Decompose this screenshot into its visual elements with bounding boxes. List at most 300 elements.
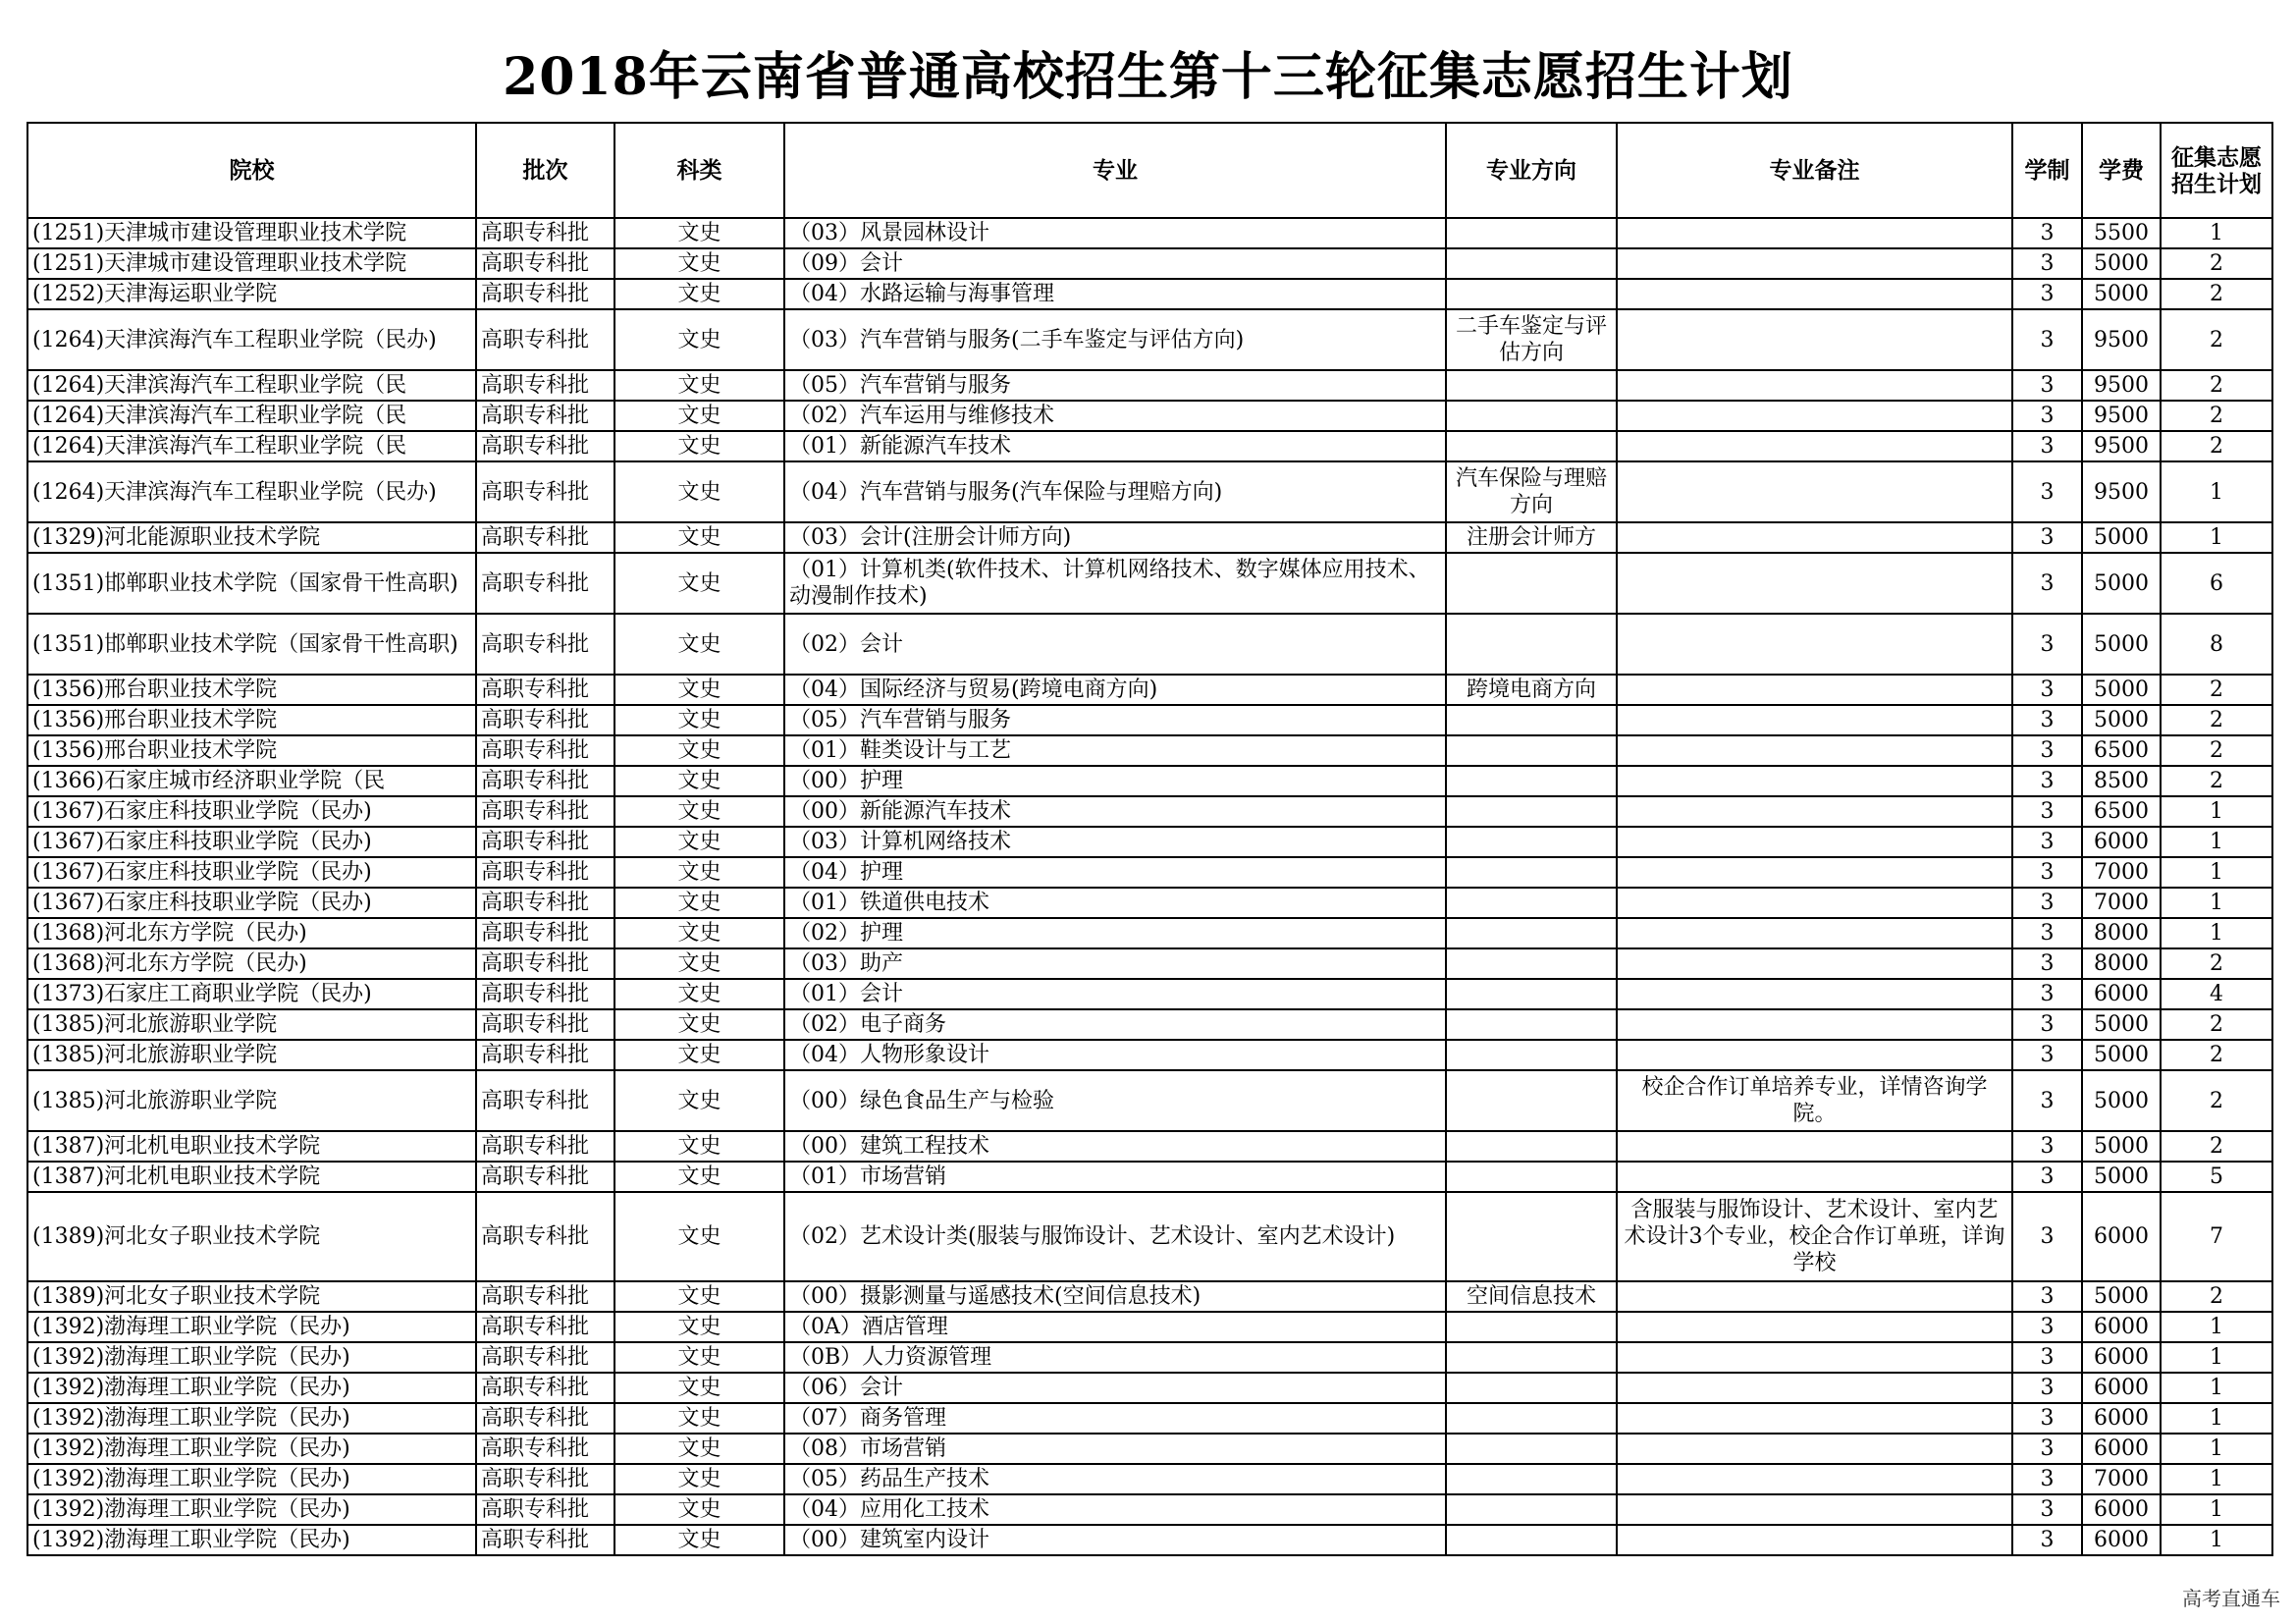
cell-category: 文史 [614, 857, 784, 888]
cell-category: 文史 [614, 1434, 784, 1464]
cell-category: 文史 [614, 1281, 784, 1312]
table-row [27, 1403, 2272, 1434]
cell-major: （04）护理 [784, 857, 1446, 888]
cell-major: （0B）人力资源管理 [784, 1342, 1446, 1373]
cell-years: 3 [2012, 827, 2082, 857]
cell-years: 3 [2012, 248, 2082, 279]
cell-school: (1351)邯郸职业技术学院（国家骨干性高职) [27, 553, 476, 614]
cell-batch: 高职专科批 [476, 1373, 614, 1403]
cell-direction [1446, 796, 1617, 827]
cell-major: （09）会计 [784, 248, 1446, 279]
cell-major: （00）绿色食品生产与检验 [784, 1070, 1446, 1131]
table-row [27, 1192, 2272, 1281]
cell-category: 文史 [614, 218, 784, 248]
cell-school: (1366)石家庄城市经济职业学院（民 [27, 766, 476, 796]
cell-batch: 高职专科批 [476, 309, 614, 370]
cell-note [1617, 948, 2012, 979]
cell-direction [1446, 1040, 1617, 1070]
cell-note [1617, 766, 2012, 796]
cell-fee: 6000 [2082, 827, 2161, 857]
cell-school: (1367)石家庄科技职业学院（民办) [27, 796, 476, 827]
cell-major: （02）护理 [784, 918, 1446, 948]
cell-plan: 2 [2161, 1009, 2272, 1040]
cell-major: （03）计算机网络技术 [784, 827, 1446, 857]
cell-note [1617, 553, 2012, 614]
cell-category: 文史 [614, 522, 784, 553]
cell-note [1617, 735, 2012, 766]
cell-category: 文史 [614, 553, 784, 614]
cell-major: （07）商务管理 [784, 1403, 1446, 1434]
cell-note [1617, 1162, 2012, 1192]
cell-plan: 1 [2161, 796, 2272, 827]
table-row [27, 431, 2272, 461]
table-row [27, 857, 2272, 888]
cell-note [1617, 1312, 2012, 1342]
cell-fee: 7000 [2082, 888, 2161, 918]
cell-major: （04）人物形象设计 [784, 1040, 1446, 1070]
cell-years: 3 [2012, 1464, 2082, 1494]
cell-batch: 高职专科批 [476, 461, 614, 522]
cell-note [1617, 1040, 2012, 1070]
cell-school: (1392)渤海理工职业学院（民办) [27, 1403, 476, 1434]
cell-plan: 2 [2161, 1070, 2272, 1131]
cell-direction [1446, 705, 1617, 735]
cell-note [1617, 1434, 2012, 1464]
cell-batch: 高职专科批 [476, 1070, 614, 1131]
cell-plan: 2 [2161, 948, 2272, 979]
cell-major: （04）水路运输与海事管理 [784, 279, 1446, 309]
cell-direction [1446, 735, 1617, 766]
cell-fee: 5000 [2082, 248, 2161, 279]
cell-plan: 2 [2161, 1131, 2272, 1162]
cell-years: 3 [2012, 1040, 2082, 1070]
cell-category: 文史 [614, 1342, 784, 1373]
cell-direction [1446, 279, 1617, 309]
cell-category: 文史 [614, 1192, 784, 1281]
cell-note [1617, 1403, 2012, 1434]
cell-school: (1392)渤海理工职业学院（民办) [27, 1525, 476, 1555]
cell-years: 3 [2012, 370, 2082, 401]
cell-school: (1356)邢台职业技术学院 [27, 675, 476, 705]
cell-school: (1356)邢台职业技术学院 [27, 735, 476, 766]
table-row [27, 309, 2272, 370]
cell-plan: 1 [2161, 827, 2272, 857]
cell-plan: 1 [2161, 1373, 2272, 1403]
cell-plan: 1 [2161, 1434, 2272, 1464]
cell-years: 3 [2012, 461, 2082, 522]
cell-batch: 高职专科批 [476, 948, 614, 979]
table-row [27, 1281, 2272, 1312]
cell-note [1617, 218, 2012, 248]
cell-note [1617, 796, 2012, 827]
cell-school: (1392)渤海理工职业学院（民办) [27, 1312, 476, 1342]
cell-school: (1251)天津城市建设管理职业技术学院 [27, 248, 476, 279]
cell-category: 文史 [614, 675, 784, 705]
cell-direction [1446, 401, 1617, 431]
cell-major: （00）新能源汽车技术 [784, 796, 1446, 827]
cell-years: 3 [2012, 675, 2082, 705]
cell-years: 3 [2012, 705, 2082, 735]
cell-years: 3 [2012, 918, 2082, 948]
cell-fee: 8000 [2082, 918, 2161, 948]
table-row [27, 248, 2272, 279]
cell-years: 3 [2012, 1434, 2082, 1464]
table-body [27, 218, 2272, 1555]
cell-plan: 1 [2161, 918, 2272, 948]
cell-plan: 2 [2161, 279, 2272, 309]
cell-fee: 9500 [2082, 370, 2161, 401]
cell-plan: 1 [2161, 461, 2272, 522]
cell-fee: 9500 [2082, 401, 2161, 431]
cell-plan: 1 [2161, 1525, 2272, 1555]
cell-direction [1446, 918, 1617, 948]
cell-fee: 6000 [2082, 1342, 2161, 1373]
table-row [27, 614, 2272, 675]
cell-note [1617, 1281, 2012, 1312]
cell-fee: 5000 [2082, 705, 2161, 735]
cell-plan: 7 [2161, 1192, 2272, 1281]
cell-fee: 6000 [2082, 1192, 2161, 1281]
table-row [27, 675, 2272, 705]
cell-plan: 1 [2161, 1403, 2272, 1434]
table-row [27, 735, 2272, 766]
cell-fee: 5000 [2082, 1162, 2161, 1192]
cell-direction [1446, 979, 1617, 1009]
cell-years: 3 [2012, 1281, 2082, 1312]
cell-fee: 6000 [2082, 1434, 2161, 1464]
cell-major: （01）会计 [784, 979, 1446, 1009]
cell-batch: 高职专科批 [476, 370, 614, 401]
cell-school: (1367)石家庄科技职业学院（民办) [27, 827, 476, 857]
cell-years: 3 [2012, 431, 2082, 461]
table-row [27, 948, 2272, 979]
cell-school: (1385)河北旅游职业学院 [27, 1070, 476, 1131]
cell-plan: 2 [2161, 309, 2272, 370]
cell-fee: 9500 [2082, 461, 2161, 522]
cell-plan: 2 [2161, 248, 2272, 279]
cell-direction [1446, 248, 1617, 279]
cell-category: 文史 [614, 614, 784, 675]
cell-note [1617, 279, 2012, 309]
cell-fee: 8000 [2082, 948, 2161, 979]
cell-school: (1389)河北女子职业技术学院 [27, 1192, 476, 1281]
cell-major: （00）摄影测量与遥感技术(空间信息技术) [784, 1281, 1446, 1312]
cell-major: （00）护理 [784, 766, 1446, 796]
table-row [27, 218, 2272, 248]
cell-fee: 6000 [2082, 1403, 2161, 1434]
cell-major: （02）电子商务 [784, 1009, 1446, 1040]
cell-major: （01）鞋类设计与工艺 [784, 735, 1446, 766]
cell-category: 文史 [614, 431, 784, 461]
cell-school: (1264)天津滨海汽车工程职业学院（民办) [27, 309, 476, 370]
cell-school: (1387)河北机电职业技术学院 [27, 1131, 476, 1162]
cell-batch: 高职专科批 [476, 735, 614, 766]
cell-category: 文史 [614, 461, 784, 522]
cell-direction: 注册会计师方 [1446, 522, 1617, 553]
cell-batch: 高职专科批 [476, 1009, 614, 1040]
cell-direction [1446, 1162, 1617, 1192]
cell-category: 文史 [614, 1373, 784, 1403]
cell-fee: 5000 [2082, 553, 2161, 614]
cell-direction: 空间信息技术 [1446, 1281, 1617, 1312]
cell-school: (1373)石家庄工商职业学院（民办) [27, 979, 476, 1009]
cell-direction [1446, 766, 1617, 796]
cell-plan: 2 [2161, 735, 2272, 766]
cell-plan: 2 [2161, 675, 2272, 705]
cell-batch: 高职专科批 [476, 248, 614, 279]
cell-fee: 6000 [2082, 1494, 2161, 1525]
cell-school: (1392)渤海理工职业学院（民办) [27, 1494, 476, 1525]
cell-years: 3 [2012, 979, 2082, 1009]
cell-batch: 高职专科批 [476, 1464, 614, 1494]
cell-fee: 6000 [2082, 1312, 2161, 1342]
page-title: 2018年云南省普通高校招生第十三轮征集志愿招生计划 [503, 47, 1793, 107]
cell-years: 3 [2012, 1312, 2082, 1342]
cell-major: （01）计算机类(软件技术、计算机网络技术、数字媒体应用技术、动漫制作技术) [784, 553, 1446, 614]
cell-category: 文史 [614, 370, 784, 401]
cell-years: 3 [2012, 614, 2082, 675]
cell-plan: 1 [2161, 857, 2272, 888]
table-row [27, 1464, 2272, 1494]
table-row [27, 1342, 2272, 1373]
cell-fee: 6000 [2082, 979, 2161, 1009]
cell-plan: 2 [2161, 766, 2272, 796]
cell-major: （02）会计 [784, 614, 1446, 675]
cell-batch: 高职专科批 [476, 218, 614, 248]
cell-category: 文史 [614, 1162, 784, 1192]
cell-category: 文史 [614, 948, 784, 979]
cell-school: (1251)天津城市建设管理职业技术学院 [27, 218, 476, 248]
cell-category: 文史 [614, 1403, 784, 1434]
cell-plan: 1 [2161, 1494, 2272, 1525]
cell-school: (1392)渤海理工职业学院（民办) [27, 1464, 476, 1494]
cell-batch: 高职专科批 [476, 553, 614, 614]
cell-direction: 跨境电商方向 [1446, 675, 1617, 705]
cell-major: （01）铁道供电技术 [784, 888, 1446, 918]
cell-fee: 9500 [2082, 309, 2161, 370]
cell-direction [1446, 1434, 1617, 1464]
cell-school: (1392)渤海理工职业学院（民办) [27, 1434, 476, 1464]
cell-note [1617, 857, 2012, 888]
cell-plan: 2 [2161, 431, 2272, 461]
cell-direction [1446, 1009, 1617, 1040]
cell-category: 文史 [614, 918, 784, 948]
cell-school: (1368)河北东方学院（民办) [27, 918, 476, 948]
cell-years: 3 [2012, 1192, 2082, 1281]
table-row [27, 553, 2272, 614]
cell-note [1617, 309, 2012, 370]
cell-direction [1446, 827, 1617, 857]
cell-batch: 高职专科批 [476, 1494, 614, 1525]
cell-direction [1446, 370, 1617, 401]
cell-school: (1392)渤海理工职业学院（民办) [27, 1342, 476, 1373]
table-row [27, 705, 2272, 735]
table-row [27, 401, 2272, 431]
cell-school: (1367)石家庄科技职业学院（民办) [27, 857, 476, 888]
cell-direction [1446, 1070, 1617, 1131]
table-row [27, 279, 2272, 309]
cell-fee: 6500 [2082, 796, 2161, 827]
cell-fee: 5000 [2082, 614, 2161, 675]
cell-fee: 5500 [2082, 218, 2161, 248]
enrollment-plan-table [27, 122, 2273, 1556]
cell-category: 文史 [614, 1009, 784, 1040]
cell-batch: 高职专科批 [476, 918, 614, 948]
cell-major: （0A）酒店管理 [784, 1312, 1446, 1342]
cell-category: 文史 [614, 1494, 784, 1525]
cell-note [1617, 248, 2012, 279]
cell-direction [1446, 948, 1617, 979]
cell-major: （05）汽车营销与服务 [784, 705, 1446, 735]
cell-batch: 高职专科批 [476, 979, 614, 1009]
cell-school: (1389)河北女子职业技术学院 [27, 1281, 476, 1312]
table-row [27, 1131, 2272, 1162]
header-school: 院校 [27, 123, 476, 218]
cell-note [1617, 401, 2012, 431]
cell-fee: 5000 [2082, 675, 2161, 705]
cell-school: (1385)河北旅游职业学院 [27, 1009, 476, 1040]
cell-plan: 2 [2161, 705, 2272, 735]
cell-major: （03）会计(注册会计师方向) [784, 522, 1446, 553]
table-row [27, 766, 2272, 796]
cell-note [1617, 431, 2012, 461]
cell-batch: 高职专科批 [476, 766, 614, 796]
cell-direction [1446, 1525, 1617, 1555]
cell-batch: 高职专科批 [476, 827, 614, 857]
cell-major: （04）应用化工技术 [784, 1494, 1446, 1525]
table-row [27, 1009, 2272, 1040]
cell-major: （08）市场营销 [784, 1434, 1446, 1464]
table-header-row [27, 123, 2272, 218]
cell-plan: 6 [2161, 553, 2272, 614]
cell-fee: 5000 [2082, 522, 2161, 553]
cell-direction [1446, 1373, 1617, 1403]
table-row [27, 1434, 2272, 1464]
cell-category: 文史 [614, 705, 784, 735]
cell-category: 文史 [614, 1525, 784, 1555]
cell-school: (1264)天津滨海汽车工程职业学院（民 [27, 370, 476, 401]
cell-major: （01）新能源汽车技术 [784, 431, 1446, 461]
cell-school: (1392)渤海理工职业学院（民办) [27, 1373, 476, 1403]
cell-batch: 高职专科批 [476, 1434, 614, 1464]
cell-category: 文史 [614, 735, 784, 766]
cell-major: （01）市场营销 [784, 1162, 1446, 1192]
cell-fee: 6000 [2082, 1373, 2161, 1403]
cell-direction [1446, 1464, 1617, 1494]
cell-note [1617, 888, 2012, 918]
cell-school: (1264)天津滨海汽车工程职业学院（民 [27, 401, 476, 431]
cell-batch: 高职专科批 [476, 1040, 614, 1070]
cell-years: 3 [2012, 735, 2082, 766]
table-row [27, 827, 2272, 857]
cell-years: 3 [2012, 1373, 2082, 1403]
cell-note [1617, 1131, 2012, 1162]
cell-note [1617, 705, 2012, 735]
header-fee: 学费 [2082, 123, 2161, 218]
cell-plan: 5 [2161, 1162, 2272, 1192]
table-row [27, 370, 2272, 401]
cell-direction [1446, 888, 1617, 918]
cell-school: (1264)天津滨海汽车工程职业学院（民 [27, 431, 476, 461]
header-years: 学制 [2012, 123, 2082, 218]
cell-major: （00）建筑工程技术 [784, 1131, 1446, 1162]
cell-school: (1351)邯郸职业技术学院（国家骨干性高职) [27, 614, 476, 675]
cell-category: 文史 [614, 309, 784, 370]
cell-note [1617, 827, 2012, 857]
cell-plan: 1 [2161, 522, 2272, 553]
cell-direction [1446, 857, 1617, 888]
cell-school: (1385)河北旅游职业学院 [27, 1040, 476, 1070]
cell-direction [1446, 1342, 1617, 1373]
cell-years: 3 [2012, 1403, 2082, 1434]
cell-fee: 5000 [2082, 1131, 2161, 1162]
cell-direction [1446, 1192, 1617, 1281]
cell-fee: 5000 [2082, 1281, 2161, 1312]
cell-batch: 高职专科批 [476, 431, 614, 461]
cell-plan: 2 [2161, 1281, 2272, 1312]
cell-batch: 高职专科批 [476, 1403, 614, 1434]
cell-direction [1446, 218, 1617, 248]
cell-category: 文史 [614, 1040, 784, 1070]
cell-school: (1368)河北东方学院（民办) [27, 948, 476, 979]
cell-school: (1252)天津海运职业学院 [27, 279, 476, 309]
cell-fee: 5000 [2082, 279, 2161, 309]
header-batch: 批次 [476, 123, 614, 218]
cell-category: 文史 [614, 888, 784, 918]
cell-fee: 5000 [2082, 1009, 2161, 1040]
cell-category: 文史 [614, 766, 784, 796]
cell-fee: 5000 [2082, 1040, 2161, 1070]
cell-major: （04）汽车营销与服务(汽车保险与理赔方向) [784, 461, 1446, 522]
cell-note [1617, 979, 2012, 1009]
cell-batch: 高职专科批 [476, 857, 614, 888]
cell-fee: 7000 [2082, 857, 2161, 888]
cell-major: （05）汽车营销与服务 [784, 370, 1446, 401]
cell-batch: 高职专科批 [476, 522, 614, 553]
cell-note: 含服装与服饰设计、艺术设计、室内艺术设计3个专业，校企合作订单班，详询学校 [1617, 1192, 2012, 1281]
cell-direction [1446, 614, 1617, 675]
cell-years: 3 [2012, 401, 2082, 431]
cell-years: 3 [2012, 279, 2082, 309]
table-row [27, 1525, 2272, 1555]
cell-years: 3 [2012, 218, 2082, 248]
cell-school: (1387)河北机电职业技术学院 [27, 1162, 476, 1192]
cell-batch: 高职专科批 [476, 401, 614, 431]
table-row [27, 522, 2272, 553]
cell-note [1617, 1009, 2012, 1040]
cell-batch: 高职专科批 [476, 1162, 614, 1192]
cell-years: 3 [2012, 796, 2082, 827]
cell-batch: 高职专科批 [476, 1312, 614, 1342]
cell-major: （02）汽车运用与维修技术 [784, 401, 1446, 431]
cell-note [1617, 1342, 2012, 1373]
cell-major: （03）风景园林设计 [784, 218, 1446, 248]
table-row [27, 918, 2272, 948]
header-note: 专业备注 [1617, 123, 2012, 218]
cell-years: 3 [2012, 1525, 2082, 1555]
cell-years: 3 [2012, 766, 2082, 796]
table-row [27, 461, 2272, 522]
cell-years: 3 [2012, 522, 2082, 553]
cell-direction [1446, 431, 1617, 461]
table-row [27, 1040, 2272, 1070]
cell-plan: 2 [2161, 1040, 2272, 1070]
cell-category: 文史 [614, 279, 784, 309]
cell-plan: 1 [2161, 218, 2272, 248]
cell-plan: 4 [2161, 979, 2272, 1009]
header-category: 科类 [614, 123, 784, 218]
cell-note [1617, 522, 2012, 553]
